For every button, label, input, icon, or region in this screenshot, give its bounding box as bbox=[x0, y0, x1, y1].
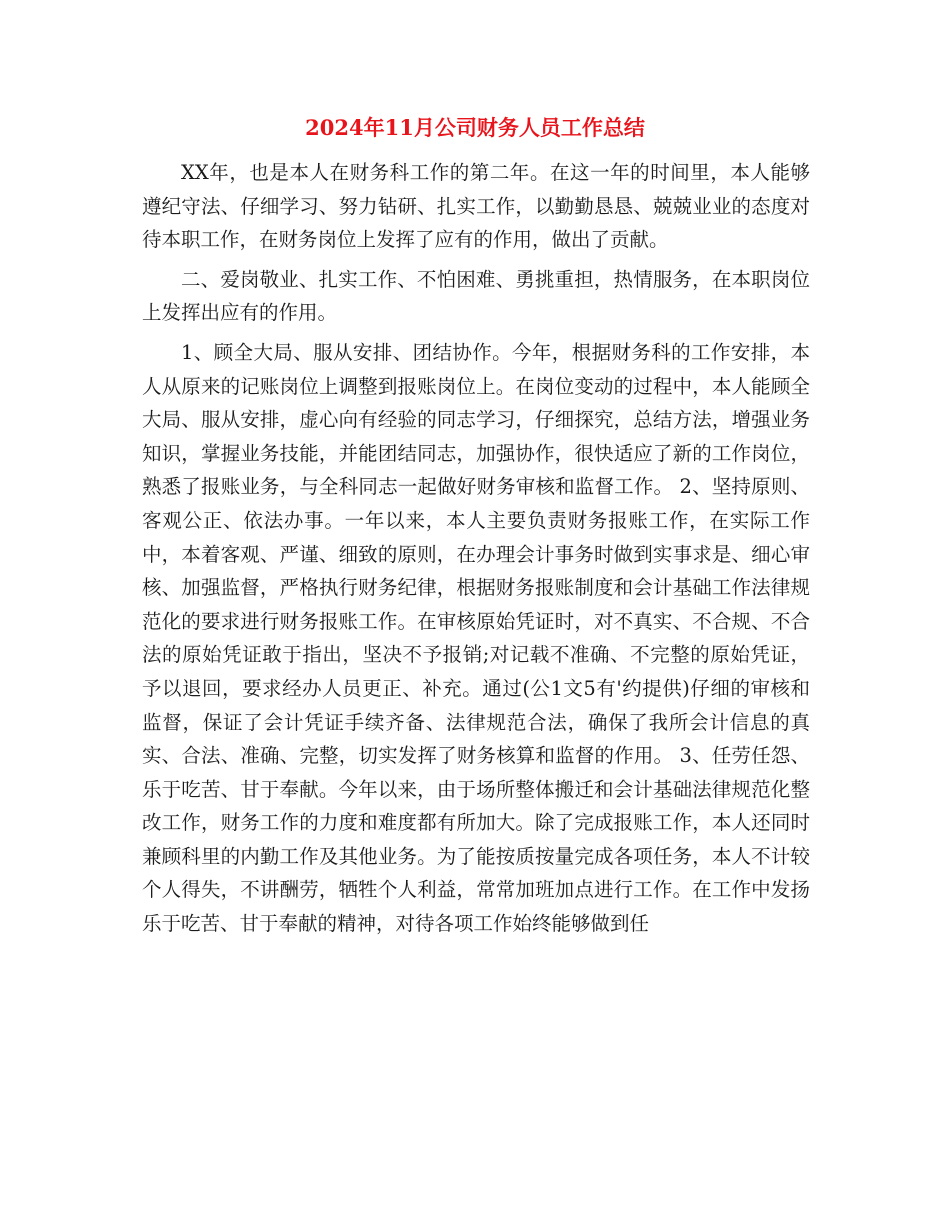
document-body bbox=[142, 156, 810, 947]
paragraph-details: 1、顾全大局、服从安排、团结协作。今年，根据财务科的工作安排，本人从原来的记账岗位上调整到报账岗位上。在岗位变动的过程中，本人能顾全大局、服从安排，虚心向有经验的同志学习，仔细探究，总结方法，增强业务知识，掌握业务技能，并能团结同志，加强协作，很快适应了新的工作岗位，熟悉了报账业务，与全科同志一起做好财务审核和监督工作。 2、坚持原则、客观公正、依法办事。一年以来，本人主要负责财务报账工作，在实际工作中，本着客观、严谨、细致的原则，在办理会计事务时做到实事求是、细心审核、加强监督，严格执行财务纪律，根据财务报账制度和会计基础工作法律规范化的要求进行财务报账工作。在审核原始凭证时，对不真实、不合规、不合法的原始凭证敢于指出，坚决不予报销;对记载不准确、不完整的原始凭证，予以退回，要求经办人员更正、补充。通过(公1文5有'约提供)仔细的审核和监督，保证了会计凭证手续齐备、法律规范合法，确保了我所会计信息的真实、合法、准确、完整，切实发挥了财务核算和监督的作用。 3、任劳任怨、乐于吃苦、甘于奉献。今年以来，由于场所整体搬迁和会计基础法律规范化整改工作，财务工作的力度和难度都有所加大。除了完成报账工作，本人还同时兼顾科里的内勤工作及其他业务。为了能按质按量完成各项任务，本人不计较个人得失，不讲酬劳，牺牲个人利益，常常加班加点进行工作。在工作中发扬乐于吃苦、甘于奉献的精神，对待各项工作始终能够做到任 bbox=[142, 340, 810, 936]
paragraph-section-two: 二、爱岗敬业、扎实工作、不怕困难、勇挑重担，热情服务，在本职岗位上发挥出应有的作用。 bbox=[142, 267, 810, 325]
document-title: 2024年11月公司财务人员工作总结 bbox=[305, 115, 645, 140]
paragraph-intro: XX年，也是本人在财务科工作的第二年。在这一年的时间里，本人能够遵纪守法、仔细学习、努力钻研、扎实工作，以勤勤恳恳、兢兢业业的态度对待本职工作，在财务岗位上发挥了应有的作用，做出了贡献。 bbox=[142, 161, 810, 252]
